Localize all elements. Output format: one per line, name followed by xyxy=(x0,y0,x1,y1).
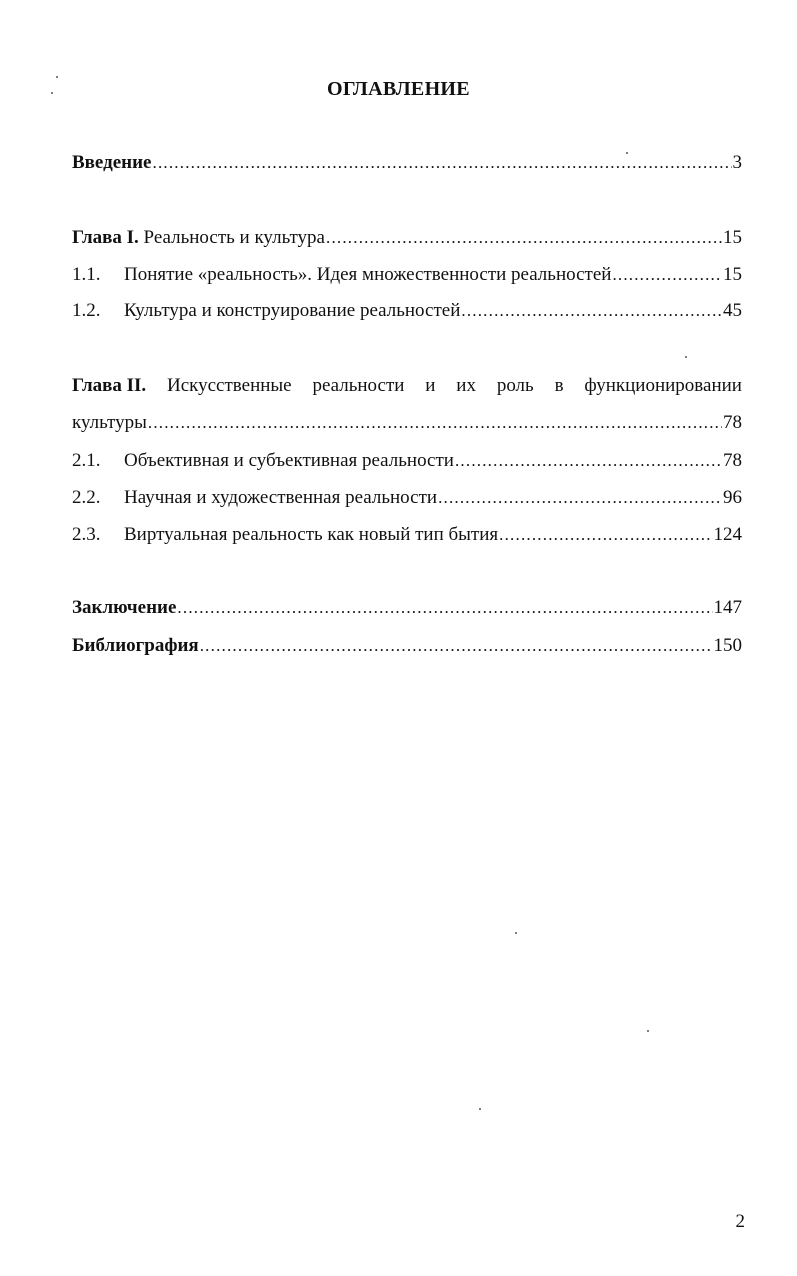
toc-entry-label: Реальность и культура xyxy=(138,227,325,248)
toc-entry-1-1[interactable] xyxy=(72,264,742,292)
dot-leader xyxy=(200,635,713,657)
toc-word: их xyxy=(456,375,476,396)
toc-entry-chapter-1[interactable] xyxy=(72,227,742,255)
dot-leader xyxy=(153,152,732,174)
scan-speck xyxy=(56,76,58,78)
page-title: ОГЛАВЛЕНИЕ xyxy=(327,78,470,100)
toc-word: функционировании xyxy=(584,375,742,396)
toc-entry-2-1[interactable] xyxy=(72,450,742,478)
toc-page-number: 147 xyxy=(713,597,742,618)
toc-word: и xyxy=(425,375,436,396)
toc-entry-bibliography[interactable] xyxy=(72,635,742,663)
toc-section-number: 2.2. xyxy=(72,487,101,508)
dot-leader xyxy=(461,300,722,322)
toc-chapter-prefix: Глава II. xyxy=(72,375,147,396)
toc-word: реальности xyxy=(312,375,405,396)
toc-section-number: 1.2. xyxy=(72,300,101,321)
dot-leader xyxy=(148,412,722,434)
page-number: 2 xyxy=(735,1211,745,1232)
toc-entry-chapter-2-line2[interactable] xyxy=(72,412,742,440)
scan-speck xyxy=(51,92,53,94)
toc-word: Искусственные xyxy=(167,375,292,396)
toc-page-number: 15 xyxy=(723,264,742,285)
toc-entry-1-2[interactable] xyxy=(72,300,742,328)
toc-word: в xyxy=(554,375,564,396)
scan-speck xyxy=(515,932,517,934)
toc-page-number: 96 xyxy=(723,487,742,508)
toc-entry-label: Введение xyxy=(72,152,152,173)
scan-speck xyxy=(626,152,628,154)
dot-leader xyxy=(177,597,712,619)
toc-page-number: 3 xyxy=(732,152,742,173)
toc-entry-intro[interactable] xyxy=(72,152,742,180)
toc-entry-2-2[interactable] xyxy=(72,487,742,515)
toc-page-number: 124 xyxy=(713,524,742,545)
toc-page-number: 78 xyxy=(723,412,742,433)
toc-entry-label: Культура и конструирование реальностей xyxy=(124,300,461,321)
toc-page-number: 45 xyxy=(723,300,742,321)
toc-entry-label: Заключение xyxy=(72,597,177,618)
toc-entry-label: Библиография xyxy=(72,635,199,656)
dot-leader xyxy=(455,450,722,472)
toc-page-number: 15 xyxy=(723,227,742,248)
toc-section-number: 2.1. xyxy=(72,450,101,471)
toc-entry-label: Виртуальная реальность как новый тип бытия xyxy=(124,524,499,545)
toc-entry-chapter-2-line1[interactable] xyxy=(72,375,742,397)
dot-leader xyxy=(326,227,722,249)
toc-entry-label: Понятие «реальность». Идея множественности реальностей xyxy=(124,264,612,285)
dot-leader xyxy=(499,524,712,546)
scan-speck xyxy=(685,356,687,358)
toc-section-number: 2.3. xyxy=(72,524,101,545)
toc-word: роль xyxy=(496,375,534,396)
toc-entry-2-3[interactable] xyxy=(72,524,742,552)
scan-speck xyxy=(479,1108,481,1110)
toc-entry-label: Научная и художественная реальности xyxy=(124,487,438,508)
toc-entry-conclusion[interactable] xyxy=(72,597,742,625)
scan-speck xyxy=(647,1030,649,1032)
toc-page-number: 150 xyxy=(713,635,742,656)
toc-section-number: 1.1. xyxy=(72,264,101,285)
toc-entry-label: Объективная и субъективная реальности xyxy=(124,450,454,471)
dot-leader xyxy=(612,264,722,286)
dot-leader xyxy=(438,487,722,509)
toc-chapter-prefix: Глава I. xyxy=(72,227,139,248)
toc-page-number: 78 xyxy=(723,450,742,471)
toc-entry-label: культуры xyxy=(72,412,147,433)
